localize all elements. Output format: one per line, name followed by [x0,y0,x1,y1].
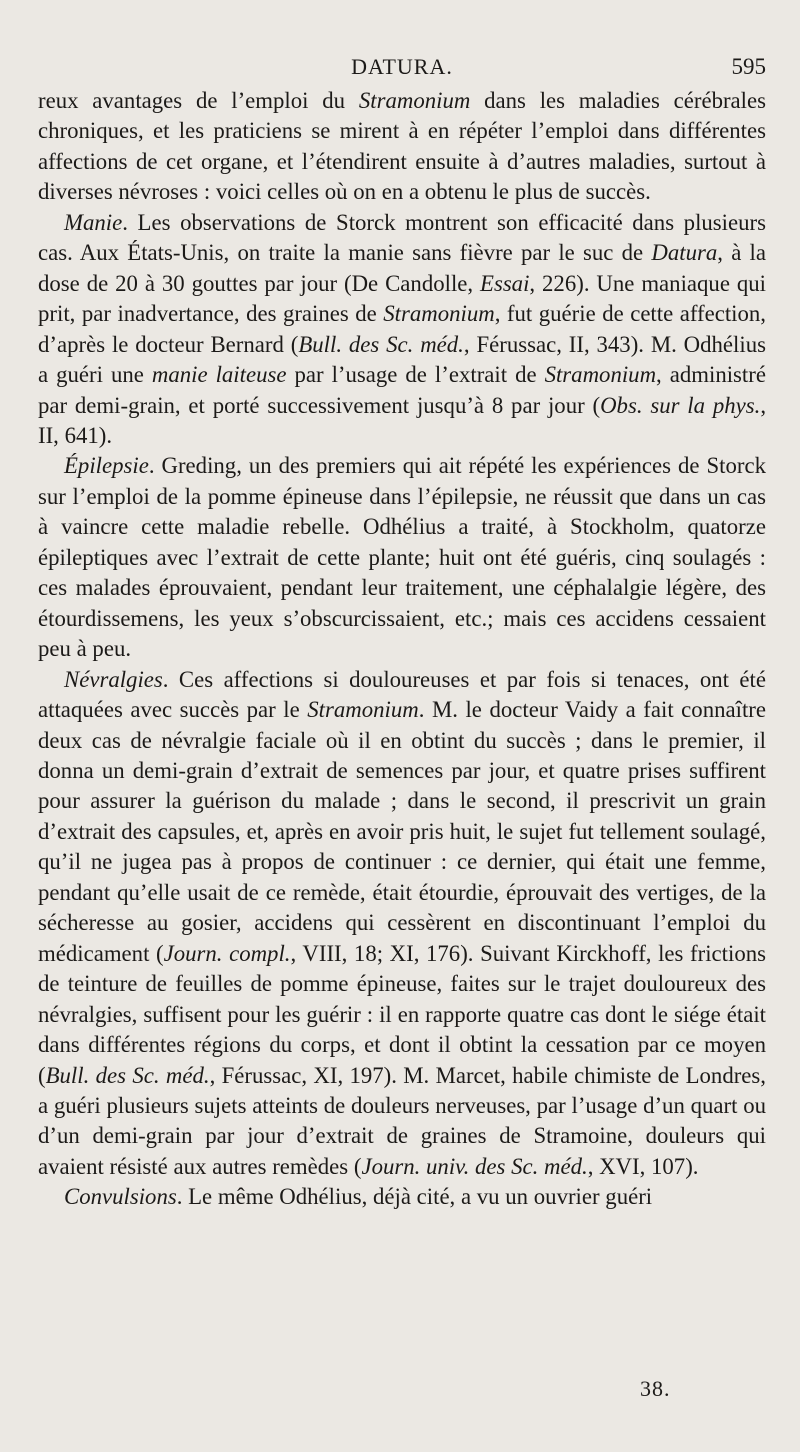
italic-text: Stramonium [383,301,495,327]
text-run: . Ces affections si douloureuses et par fois si tenaces, ont été attaquées avec succès par le [38,666,766,723]
italic-text: Stramonium [358,88,471,113]
text-run: , Férussac, XI, 197). M. Marcet, habile chimiste de Londres, a guéri plusieurs sujets atteints de douleurs nerveuses, par l’usage d’un quart ou d’un demi-grain par jour d’extrait de graines de Stramoine, douleurs qui avaient résisté aux autres remèdes ( [38,1062,766,1179]
italic-text: Manie [64,209,123,235]
text-run: reux avantages de l’emploi du [38,88,359,113]
text-run: , 226). Une maniaque qui prit, par inadvertance, des graines de [38,270,766,327]
text-run: . Le même Odhélius, déjà cité, a vu un ouvrier guéri [176,1184,653,1210]
paragraph [38,86,766,208]
paragraph [38,665,766,1183]
italic-text: Convulsions [64,1184,177,1210]
italic-text: Obs. sur la phys. [600,392,761,418]
text-run: par l’usage de l’extrait de [286,362,545,388]
italic-text: Essai [480,270,530,296]
running-head [38,50,766,86]
text-run: dans les maladies cérébrales chroniques, et les praticiens se mirent à en répéter l’emploi dans différentes affections de cet organe, et l’étendirent ensuite à d’autres maladies, surtout à diverses névroses : voici celles où on en a obtenu le plus de succès. [38,88,767,205]
text-run: , fut guérie de cette affection, d’après le docteur Bernard ( [38,301,766,357]
paragraph [38,451,766,664]
italic-text: Bull. des Sc. méd. [45,1062,210,1088]
text-run: , XVI, 107). [587,1153,699,1179]
text-run: , VIII, 18; XI, 176). Suivant Kirckhoff, les frictions de teinture de feuilles de pomme épineuse, faites sur le trajet douloureux des névralgies, suffisent pour les guérir : il en rapporte quatre cas dont le siége était dans différentes régions du corps, et dont il obtint la cessation par ce moyen ( [38,940,766,1088]
paragraph [38,208,766,452]
italic-text: Stramonium [307,697,419,723]
text-run: . Les observations de Storck montrent son efficacité dans plusieurs cas. Aux États-Unis, on traite la manie sans fièvre par le suc de [38,209,766,266]
italic-text: Névralgies [64,666,163,692]
page-number: 595 [731,54,766,79]
italic-text: Datura [651,240,718,266]
text-run: , à la dose de 20 à 30 gouttes par jour (De Candolle, [38,240,766,296]
italic-text: Bull. des Sc. méd. [298,331,464,357]
italic-text: manie laiteuse [151,362,287,388]
italic-text: Épilepsie [64,453,149,479]
body-text [38,86,766,1213]
italic-text: Journ. compl. [163,940,291,966]
text-run: , II, 641). [38,392,767,448]
text-run: , administré par demi-grain, et porté successivement jusqu’à 8 par jour ( [38,362,766,418]
paragraph [38,1182,766,1212]
italic-text: Stramonium [544,362,657,388]
italic-text: Journ. univ. des Sc. méd. [361,1153,588,1179]
running-title: DATURA. [351,54,453,79]
text-run: , Férussac, II, 343). M. Odhélius a guéri une [38,331,766,388]
signature-mark: 38. [640,1376,671,1401]
text-run: . Greding, un des premiers qui ait répété les expériences de Storck sur l’emploi de la pomme épineuse dans l’épilepsie, ne réussit que dans un cas à vaincre cette maladie rebelle. Odhélius a traité, à Stockholm, quatorze épileptiques avec l’extrait de cette plante; huit ont été guéris, cinq soulagés : ces malades éprouvaient, pendant leur traitement, une céphalalgie légère, des étourdissemens, les yeux s’obscurcissaient, etc.; mais ces accidens cessaient peu à peu. [38,453,766,662]
text-run: . M. le docteur Vaidy a fait connaître deux cas de névralgie faciale où il en obtint du succès ; dans le premier, il donna un demi-grain d’extrait de semences par jour, et quatre prises suffirent pour assurer la guérison du malade ; dans le second, il prescrivit un grain d’extrait des capsules, et, après en avoir pris huit, le sujet fut tellement soulagé, qu’il ne jugea pas à propos de continuer : ce dernier, qui était une femme, pendant qu’elle usait de ce remède, était étourdie, éprouvait des vertiges, de la sécheresse au gosier, accidens qui cessèrent en discontinuant l’emploi du médicament ( [38,697,766,966]
